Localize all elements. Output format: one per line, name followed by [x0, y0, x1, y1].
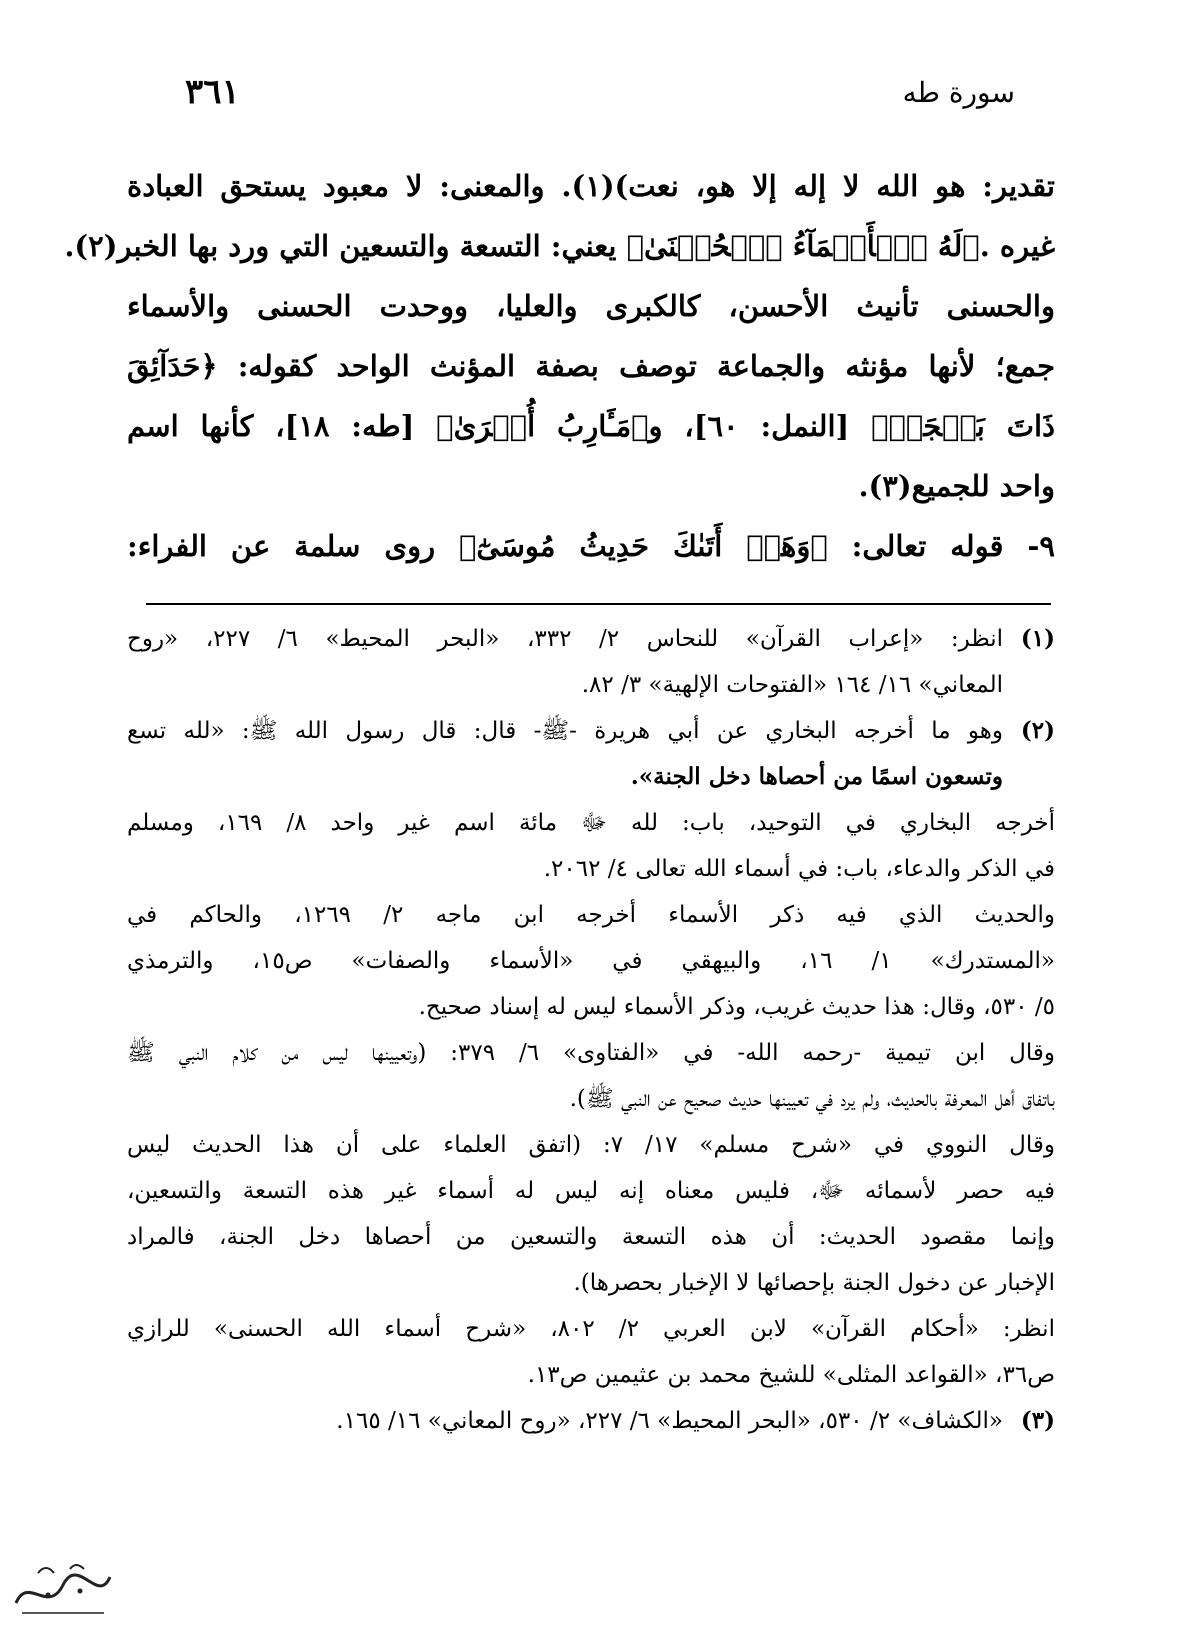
footnote-separator [146, 603, 1051, 605]
footnote-line: فيه حصر لأسمائه ﷻ، فليس معناه إنه ليس له أسماء غير هذه التسعة والتسعين، [127, 1178, 1055, 1204]
footnote-number: (١) [1020, 625, 1055, 652]
footnote-body [127, 1398, 1003, 1444]
footnote-1 [127, 616, 1055, 708]
footnote-line: ص٣٦، «القواعد المثلى» للشيخ محمد بن عثيمين ص١٣. [527, 1362, 1055, 1388]
footnote-body [127, 708, 1003, 800]
library-stamp-logo [8, 1555, 118, 1625]
footnote-line: انظر: «إعراب القرآن» للنحاس ٢/ ٣٣٢، «البحر المحيط» ٦/ ٢٢٧، «روح [127, 626, 1003, 652]
footnote-3 [127, 1398, 1055, 1444]
page-number: ٣٦١ [185, 72, 240, 112]
footnote-2 [127, 708, 1055, 800]
footnote-line: وقال النووي في «شرح مسلم» ١٧/ ٧: (اتفق العلماء على أن هذا الحديث ليس [127, 1132, 1055, 1158]
footnote-body [127, 616, 1003, 708]
footnote-line: في الذكر والدعاء، باب: في أسماء الله تعالى ٤/ ٢٠٦٢. [543, 856, 1055, 882]
surah-title: سورة طه [902, 76, 1015, 109]
footnote-line: «المستدرك» ١/ ١٦، والبيهقي في «الأسماء والصفات» ص١٥، والترمذي [127, 948, 1056, 974]
footnote-number: (٣) [1020, 1407, 1055, 1434]
footnote-line: والحديث الذي فيه ذكر الأسماء أخرجه ابن ماجه ٢/ ١٢٦٩، والحاكم في [127, 902, 1055, 928]
footnote-line: وإنما مقصود الحديث: أن هذه التسعة والتسعين من أحصاها دخل الجنة، فالمراد [127, 1224, 1055, 1250]
footnote-number: (٢) [1020, 717, 1055, 744]
footnote-line: ٥/ ٥٣٠، وقال: هذا حديث غريب، وذكر الأسماء ليس له إسناد صحيح. [418, 994, 1055, 1020]
footnote-line: وقال ابن تيمية -رحمه الله- في «الفتاوى» ٦/ ٣٧٩: (وتعيينها ليس من كلام النبي ﷺ [127, 1040, 1056, 1066]
main-line: واحد للجميع(٣). [858, 469, 1055, 503]
footnote-line: وهو ما أخرجه البخاري عن أبي هريرة -ﷺ- قال: قال رسول الله ﷺ: «لله تسع [127, 718, 1003, 744]
footnote-line: المعاني» ١٦/ ١٦٤ «الفتوحات الإلهية» ٣/ ٨٢. [581, 672, 1003, 698]
main-text [64, 156, 1056, 576]
footnote-line: الإخبار عن دخول الجنة بإحصائها لا الإخبار بحصرها). [573, 1270, 1055, 1296]
main-line: ذَاتَ بَهۡجَةٖ﴾ [النمل: ٦٠]، و﴿مَـَٔارِبُ أُخۡرَىٰ﴾ [طه: ١٨]، كأنها اسم [127, 409, 1055, 443]
main-line: جمع؛ لأنها مؤنثه والجماعة توصف بصفة المؤنث الواحد كقوله: ﴿حَدَآئِقَ [127, 349, 1055, 383]
main-line: والحسنى تأنيث الأحسن، كالكبرى والعليا، ووحدت الحسنى والأسماء [127, 289, 1055, 323]
main-line: ٩- قوله تعالى: ﴿وَهَلۡ أَتَىٰكَ حَدِيثُ مُوسَىٰٓ﴾ روى سلمة عن الفراء: [127, 529, 1055, 563]
footnote-2-continued [127, 800, 1055, 1398]
footnote-line: باتفاق أهل المعرفة بالحديث، ولم يرد في تعيينها حديث صحيح عن النبي ﷺ). [569, 1086, 1055, 1112]
footnote-line: وتسعون اسمًا من أحصاها دخل الجنة». [630, 763, 1003, 790]
footnotes [127, 616, 1055, 1444]
footnote-line: أخرجه البخاري في التوحيد، باب: لله ﷻ مائة اسم غير واحد ٨/ ١٦٩، ومسلم [127, 810, 1055, 836]
footnote-line: «الكشاف» ٢/ ٥٣٠، «البحر المحيط» ٦/ ٢٢٧، «روح المعاني» ١٦/ ١٦٥. [336, 1408, 1003, 1434]
main-line: غيره .﴿لَهُ ٱلۡأَسۡمَآءُ ٱلۡحُسۡنَىٰ﴾ يعني: التسعة والتسعين التي ورد بها الخبر(٢). [64, 229, 1055, 263]
footnote-line: انظر: «أحكام القرآن» لابن العربي ٢/ ٨٠٢، «شرح أسماء الله الحسنى» للرازي [127, 1316, 1055, 1342]
main-line: تقدير: هو الله لا إله إلا هو، نعت)(١). والمعنى: لا معبود يستحق العبادة [127, 169, 1056, 203]
